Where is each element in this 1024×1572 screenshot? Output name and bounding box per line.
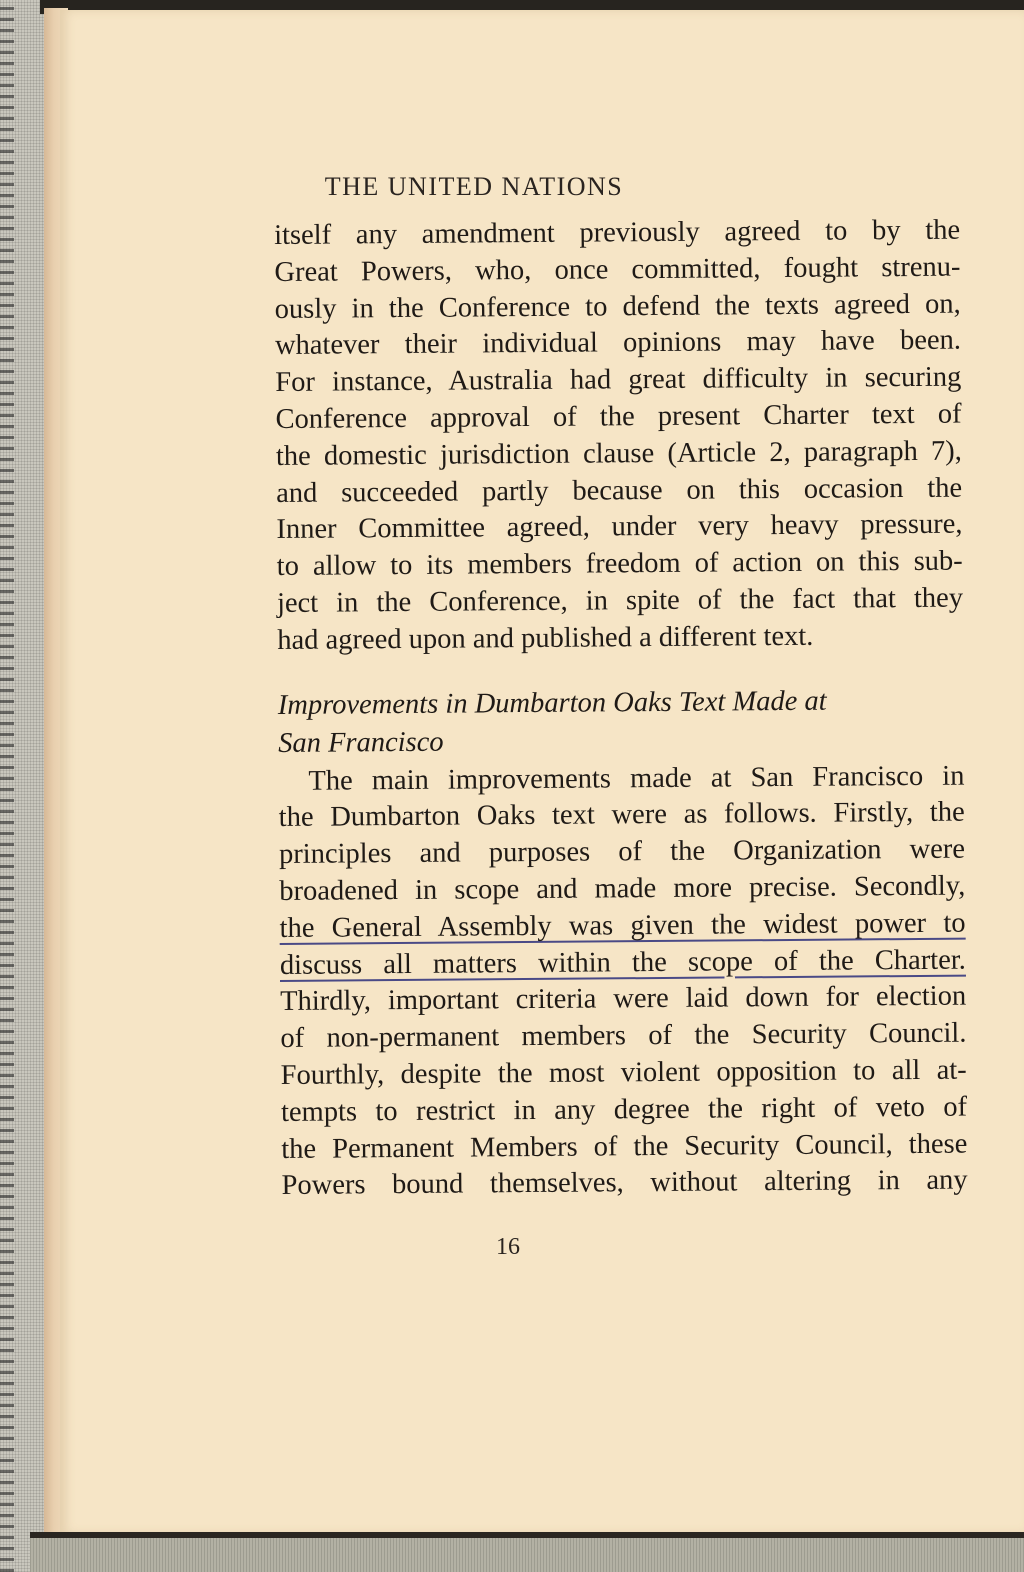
text-line: ously in the Conference to defend the texts agreed on, [274, 288, 961, 325]
text-line: principles and purposes of the Organization were [278, 833, 966, 871]
section-heading-line: Improvements in Dumbarton Oaks Text Made at [277, 685, 827, 721]
running-head: THE UNITED NATIONS [324, 172, 624, 201]
text-line: tempts to restrict in any degree the right of veto of [280, 1091, 968, 1128]
section-heading-line: San Francisco [278, 726, 444, 759]
text-line: of non-permanent members of the Security Council. [280, 1017, 967, 1055]
section-heading [278, 682, 965, 763]
text-line: ject in the Conference, in spite of the fact that they [276, 582, 964, 619]
body-text [274, 213, 968, 1205]
book-page [60, 10, 1024, 1534]
text-line: had agreed upon and published a different text. [277, 620, 814, 656]
text-line: broadened in scope and made more precise. Secondly, [279, 870, 966, 907]
text-line: the Permanent Members of the Security Council, these [281, 1128, 968, 1165]
text-line: Inner Committee agreed, under very heavy pressure, [276, 508, 963, 546]
text-line: itself any amendment previously agreed to by the [274, 214, 961, 251]
paragraph-1 [274, 213, 963, 660]
text-line: whatever their individual opinions may have been. [274, 324, 962, 362]
underlined-text-line: discuss all matters within the scope of the Charter. [279, 944, 966, 981]
text-line: Conference approval of the present Charter text of [275, 398, 962, 435]
text-line: the Dumbarton Oaks text were as follows. Firstly, the [278, 796, 965, 834]
underlined-text-line: the General Assembly was given the widest power to [279, 907, 966, 944]
text-line: The main improvements made at San Francisco in [308, 760, 965, 797]
text-line: For instance, Australia had great difficulty in securing [275, 361, 962, 399]
bottom-binding-cloth [30, 1538, 1024, 1572]
text-line: Powers bound themselves, without altering in any [281, 1164, 968, 1202]
text-line: Fourthly, despite the most violent opposition to all at- [280, 1054, 967, 1091]
text-line: to allow to its members freedom of action on this sub- [276, 545, 963, 583]
binding-edge-marks [0, 0, 14, 1572]
paragraph-2 [278, 758, 967, 1205]
text-line: and succeeded partly because on this occasion the [276, 472, 963, 509]
page-number: 16 [496, 1234, 520, 1260]
text-line: Great Powers, who, once committed, fought strenu- [274, 251, 961, 288]
text-line: Thirdly, important criteria were laid down for election [280, 980, 967, 1018]
text-line: the domestic jurisdiction clause (Article 2, paragraph 7), [275, 435, 962, 472]
